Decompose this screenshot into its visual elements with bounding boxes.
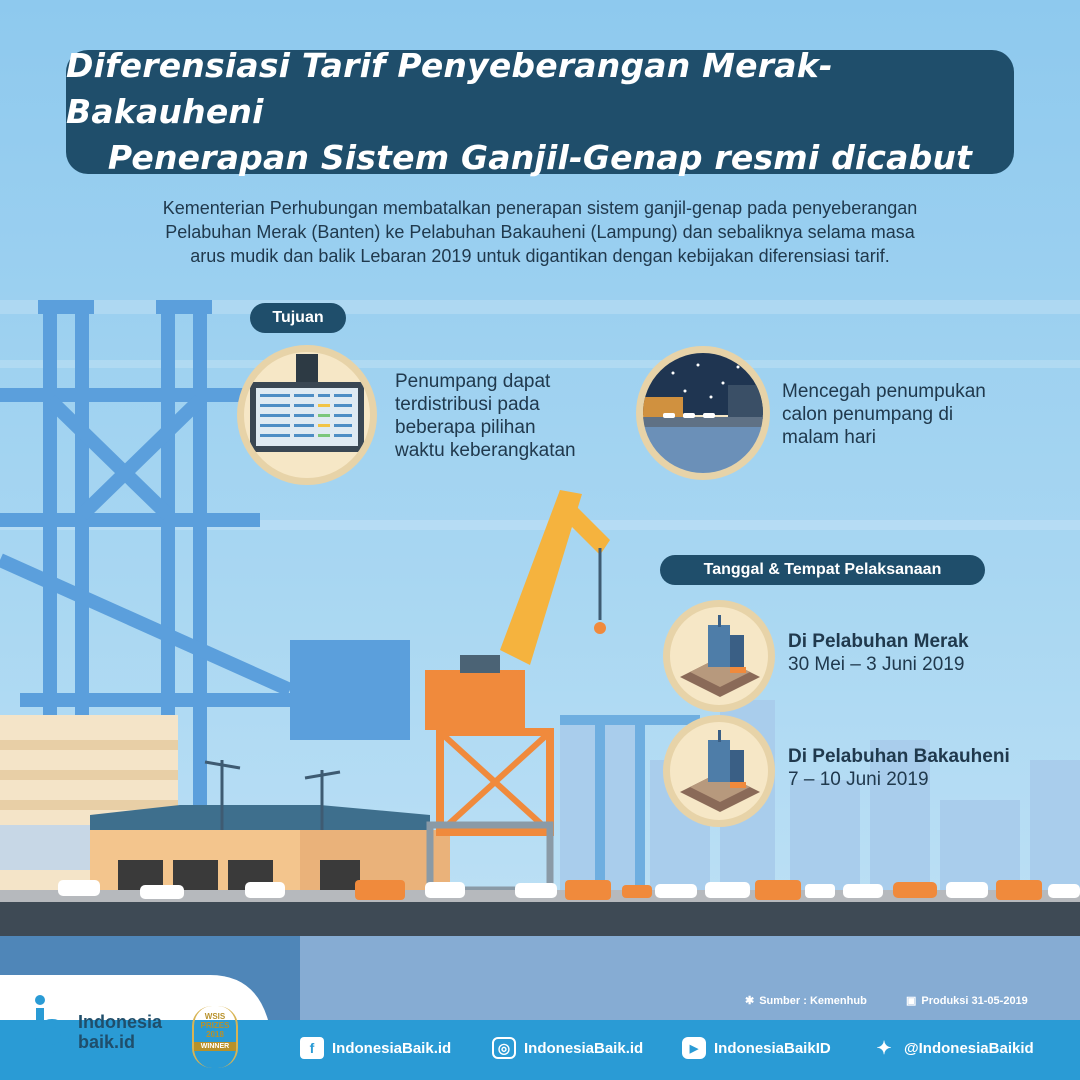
instagram-icon: ◎ xyxy=(492,1037,516,1059)
instagram-link[interactable] xyxy=(492,1037,643,1059)
tujuan-item-1-line-4: waktu keberangkatan xyxy=(395,440,576,461)
award-line-3: 2018 xyxy=(206,1030,224,1039)
source-credit xyxy=(745,994,867,1007)
location-merak xyxy=(788,630,969,676)
intro-line-3: arus mudik dan balik Lebaran 2019 untuk digantikan dengan kebijakan diferensiasi tarif. xyxy=(190,246,890,266)
brand-line-2: baik.id xyxy=(78,1032,136,1052)
tujuan-item-1-line-3: beberapa pilihan xyxy=(395,417,536,438)
tujuan-item-2-text xyxy=(782,380,986,449)
title-line-2: Penerapan Sistem Ganjil-Genap resmi dicabut xyxy=(107,138,973,177)
location-merak-name: Di Pelabuhan Merak xyxy=(788,631,969,652)
bakauheni-port-illustration xyxy=(663,715,775,827)
tujuan-item-1-line-1: Penumpang dapat xyxy=(395,371,551,392)
tujuan-item-2-line-3: malam hari xyxy=(782,427,876,448)
youtube-link[interactable] xyxy=(682,1037,831,1059)
source-icon: ✱ xyxy=(745,995,755,1007)
title-line-1: Diferensiasi Tarif Penyeberangan Merak-Bakauheni xyxy=(66,46,833,131)
twitter-link[interactable] xyxy=(872,1037,1034,1059)
indonesiabaik-logo-icon xyxy=(32,994,72,1054)
facebook-link[interactable] xyxy=(300,1037,451,1059)
tujuan-item-1-text xyxy=(395,370,576,462)
instagram-label: IndonesiaBaik.id xyxy=(524,1039,644,1057)
tujuan-item-2-line-1: Mencegah penumpukan xyxy=(782,381,986,402)
pelaksanaan-label: Tanggal & Tempat Pelaksanaan xyxy=(660,555,985,585)
award-line-1: WSIS xyxy=(204,1012,226,1021)
intro-line-2: Pelabuhan Merak (Banten) ke Pelabuhan Bakauheni (Lampung) dan sebaliknya selama masa xyxy=(165,222,915,242)
location-bakauheni xyxy=(788,745,1010,791)
intro-line-1: Kementerian Perhubungan membatalkan penerapan sistem ganjil-genap pada penyeberangan xyxy=(162,198,918,218)
location-merak-date: 30 Mei – 3 Juni 2019 xyxy=(788,654,965,675)
source-text: Sumber : Kemenhub xyxy=(759,994,867,1007)
facebook-label: IndonesiaBaik.id xyxy=(332,1039,452,1057)
port-building-icon xyxy=(670,607,770,707)
night-harbor-illustration xyxy=(636,346,770,480)
award-line-2: PRIZES xyxy=(200,1021,230,1030)
location-bakauheni-name: Di Pelabuhan Bakauheni xyxy=(788,746,1010,767)
port-building-icon xyxy=(670,722,770,822)
youtube-icon: ▶ xyxy=(682,1037,706,1059)
wsis-award-badge xyxy=(192,1006,238,1068)
calendar-icon: ▣ xyxy=(906,995,917,1007)
night-harbor-icon xyxy=(643,353,763,473)
tujuan-label: Tujuan xyxy=(250,303,346,333)
twitter-label: @IndonesiaBaikid xyxy=(904,1039,1034,1057)
tujuan-item-1-line-2: terdistribusi pada xyxy=(395,394,540,415)
production-text: Produksi 31-05-2019 xyxy=(921,994,1028,1007)
departure-board-illustration xyxy=(237,345,377,485)
intro-paragraph xyxy=(70,196,1010,268)
youtube-label: IndonesiaBaikID xyxy=(714,1039,831,1057)
brand-line-1: Indonesia xyxy=(78,1012,163,1032)
award-line-4: WINNER xyxy=(194,1042,236,1051)
departure-board-icon xyxy=(244,352,370,478)
location-bakauheni-date: 7 – 10 Juni 2019 xyxy=(788,769,929,790)
production-date xyxy=(906,994,1028,1007)
twitter-icon: ✦ xyxy=(876,1037,892,1058)
tujuan-item-2-line-2: calon penumpang di xyxy=(782,404,954,425)
merak-port-illustration xyxy=(663,600,775,712)
facebook-icon: f xyxy=(300,1037,324,1059)
title-banner xyxy=(66,46,1014,177)
brand-name xyxy=(78,1012,162,1052)
